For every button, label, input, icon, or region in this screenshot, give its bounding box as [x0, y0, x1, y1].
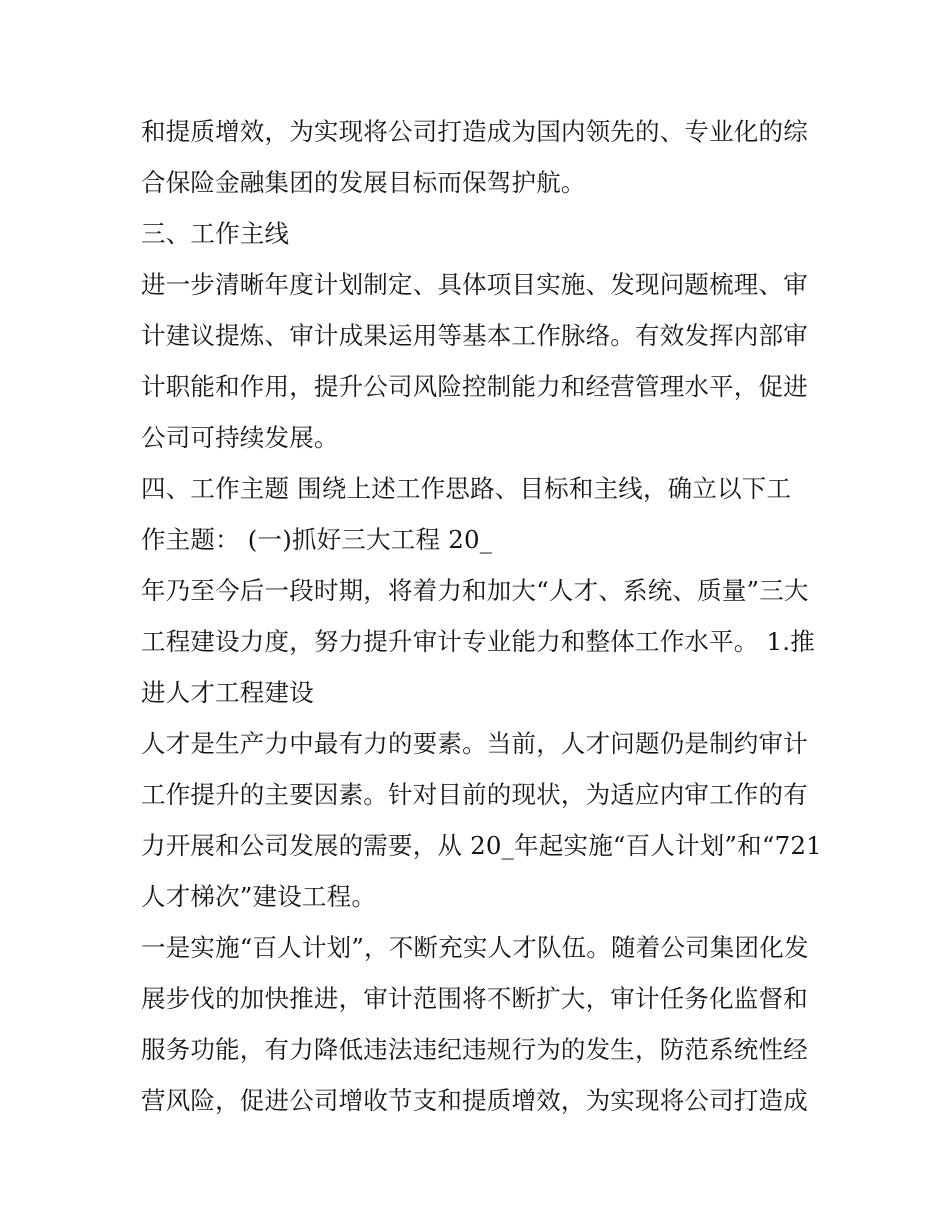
- text-line: 一是实施“百人计划”，不断充实人才队伍。随着公司集团化发: [141, 933, 809, 962]
- text-line: 合保险金融集团的发展目标而保驾护航。: [141, 168, 586, 197]
- text-line: 营风险，促进公司增收节支和提质增效，为实现将公司打造成: [141, 1086, 808, 1115]
- section-heading: 四、工作主题 围绕上述工作思路、目标和主线，确立以下工: [141, 474, 792, 503]
- text-line: 公司可持续发展。: [141, 423, 339, 452]
- text-line: 年乃至今后一段时期，将着力和加大“人才、系统、质量”三大: [141, 576, 809, 605]
- text-line: 计建议提炼、审计成果运用等基本工作脉络。有效发挥内部审: [141, 321, 808, 350]
- text-line: 人才梯次”建设工程。: [141, 882, 377, 911]
- text-line: 和提质增效，为实现将公司打造成为国内领先的、专业化的综: [141, 117, 808, 146]
- document-body: [141, 106, 821, 1126]
- text-line: 计职能和作用，提升公司风险控制能力和经营管理水平，促进: [141, 372, 808, 401]
- text-line: 展步伐的加快推进，审计范围将不断扩大，审计任务化监督和: [141, 984, 808, 1013]
- text-line: 人才是生产力中最有力的要素。当前，人才问题仍是制约审计: [141, 729, 808, 758]
- text-line: 服务功能，有力降低违法违纪违规行为的发生，防范系统性经: [141, 1035, 808, 1064]
- text-line: 作主题： (一)抓好三大工程 20_: [141, 525, 493, 554]
- text-line: 进一步清晰年度计划制定、具体项目实施、发现问题梳理、审: [141, 270, 808, 299]
- section-heading: 三、工作主线: [141, 219, 290, 248]
- text-line: 工程建设力度，努力提升审计专业能力和整体工作水平。 1.推: [141, 627, 815, 656]
- text-line: 力开展和公司发展的需要，从 20_年起实施“百人计划”和“721: [141, 831, 822, 860]
- text-line: 工作提升的主要因素。针对目前的现状，为适应内审工作的有: [141, 780, 808, 809]
- text-line: 进人才工程建设: [141, 678, 314, 707]
